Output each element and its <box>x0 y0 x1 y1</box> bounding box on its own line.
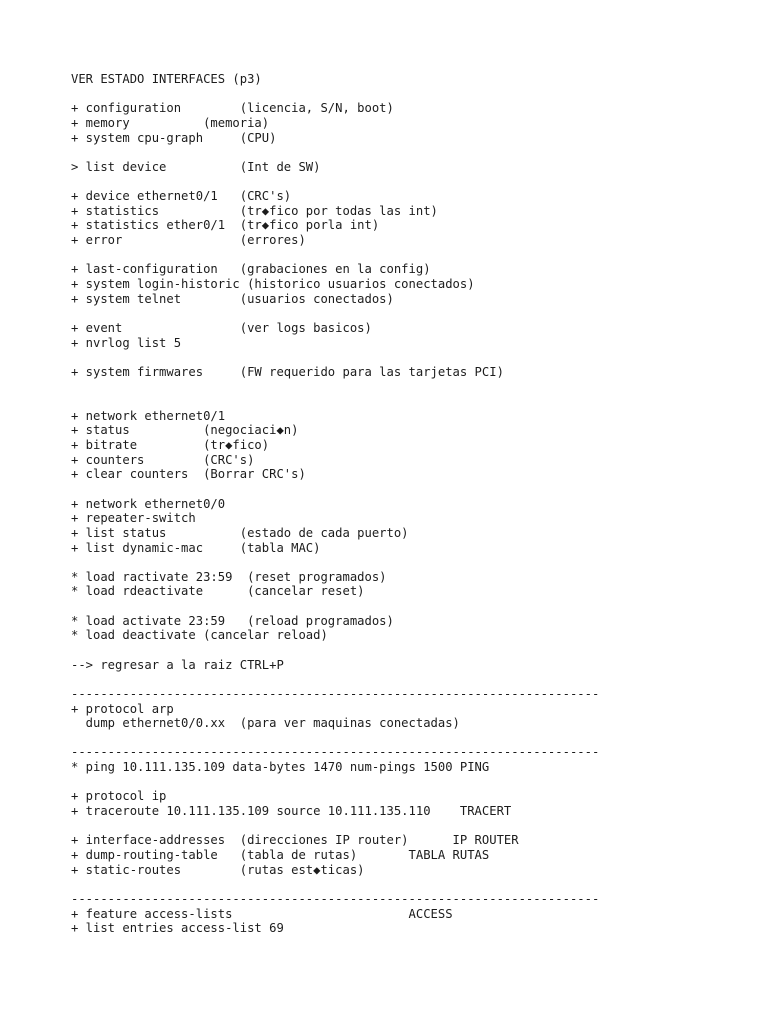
text-line: --> regresar a la raiz CTRL+P <box>71 657 284 672</box>
text-line: + status (negociaci◆n) <box>71 423 299 438</box>
divider-line: ------------------------------------------------------------------------ <box>71 686 600 701</box>
text-line: + feature access-lists ACCESS <box>71 906 453 921</box>
text-line: + list status (estado de cada puerto) <box>71 525 409 540</box>
text-line: + traceroute 10.111.135.109 source 10.111.135.110 TRACERT <box>71 804 512 819</box>
text-line: + configuration (licencia, S/N, boot) <box>71 101 394 116</box>
blank-line <box>71 775 751 790</box>
blank-line <box>71 248 751 263</box>
blank-line <box>71 877 751 892</box>
blank-line <box>71 379 751 394</box>
blank-line <box>71 145 751 160</box>
text-line: + network ethernet0/0 <box>71 496 226 511</box>
text-line: + counters (CRC's) <box>71 452 255 467</box>
text-line: + last-configuration (grabaciones en la config) <box>71 262 431 277</box>
text-line: + statistics ether0/1 (tr◆fico porla int) <box>71 218 380 233</box>
blank-line <box>71 394 751 409</box>
text-line: * ping 10.111.135.109 data-bytes 1470 num-pings 1500 PING <box>71 760 490 775</box>
blank-line <box>71 731 751 746</box>
blank-line <box>71 599 751 614</box>
text-line: + device ethernet0/1 (CRC's) <box>71 189 292 204</box>
text-line: + error (errores) <box>71 233 306 248</box>
text-line: > list device (Int de SW) <box>71 159 321 174</box>
text-line: + list entries access-list 69 <box>71 921 284 936</box>
text-line: + bitrate (tr◆fico) <box>71 438 270 453</box>
text-line: + system firmwares (FW requerido para las tarjetas PCI) <box>71 364 504 379</box>
blank-line <box>71 643 751 658</box>
text-line: VER ESTADO INTERFACES (p3) <box>71 72 262 86</box>
blank-line <box>71 819 751 834</box>
blank-line <box>71 482 751 497</box>
blank-line <box>71 350 751 365</box>
text-line: + repeater-switch <box>71 511 196 526</box>
text-line: * load rdeactivate (cancelar reset) <box>71 584 365 599</box>
blank-line <box>71 555 751 570</box>
text-line: + system login-historic (historico usuarios conectados) <box>71 276 475 291</box>
text-line: dump ethernet0/0.xx (para ver maquinas conectadas) <box>71 716 460 731</box>
text-line: + system telnet (usuarios conectados) <box>71 291 394 306</box>
text-line: * load deactivate (cancelar reload) <box>71 628 328 643</box>
text-line: + nvrlog list 5 <box>71 335 182 350</box>
blank-line <box>71 87 751 102</box>
text-line: * load activate 23:59 (reload programados) <box>71 613 394 628</box>
blank-line <box>71 306 751 321</box>
text-line: + event (ver logs basicos) <box>71 320 372 335</box>
text-line: + clear counters (Borrar CRC's) <box>71 467 306 482</box>
text-line: + list dynamic-mac (tabla MAC) <box>71 540 321 555</box>
document-body <box>71 72 751 936</box>
text-line: + statistics (tr◆fico por todas las int) <box>71 203 438 218</box>
text-line: * load ractivate 23:59 (reset programados) <box>71 569 387 584</box>
blank-line <box>71 174 751 189</box>
text-line: + system cpu-graph (CPU) <box>71 130 277 145</box>
divider-line: ------------------------------------------------------------------------ <box>71 745 600 760</box>
text-line: + interface-addresses (direcciones IP router) IP ROUTER <box>71 833 519 848</box>
text-line: + static-routes (rutas est◆ticas) <box>71 862 365 877</box>
text-line: + protocol ip <box>71 789 167 804</box>
text-line: + network ethernet0/1 <box>71 408 226 423</box>
blank-line <box>71 672 751 687</box>
text-line: + protocol arp <box>71 701 174 716</box>
text-line: + memory (memoria) <box>71 115 270 130</box>
divider-line: ------------------------------------------------------------------------ <box>71 891 600 906</box>
text-line: + dump-routing-table (tabla de rutas) TABLA RUTAS <box>71 847 490 862</box>
